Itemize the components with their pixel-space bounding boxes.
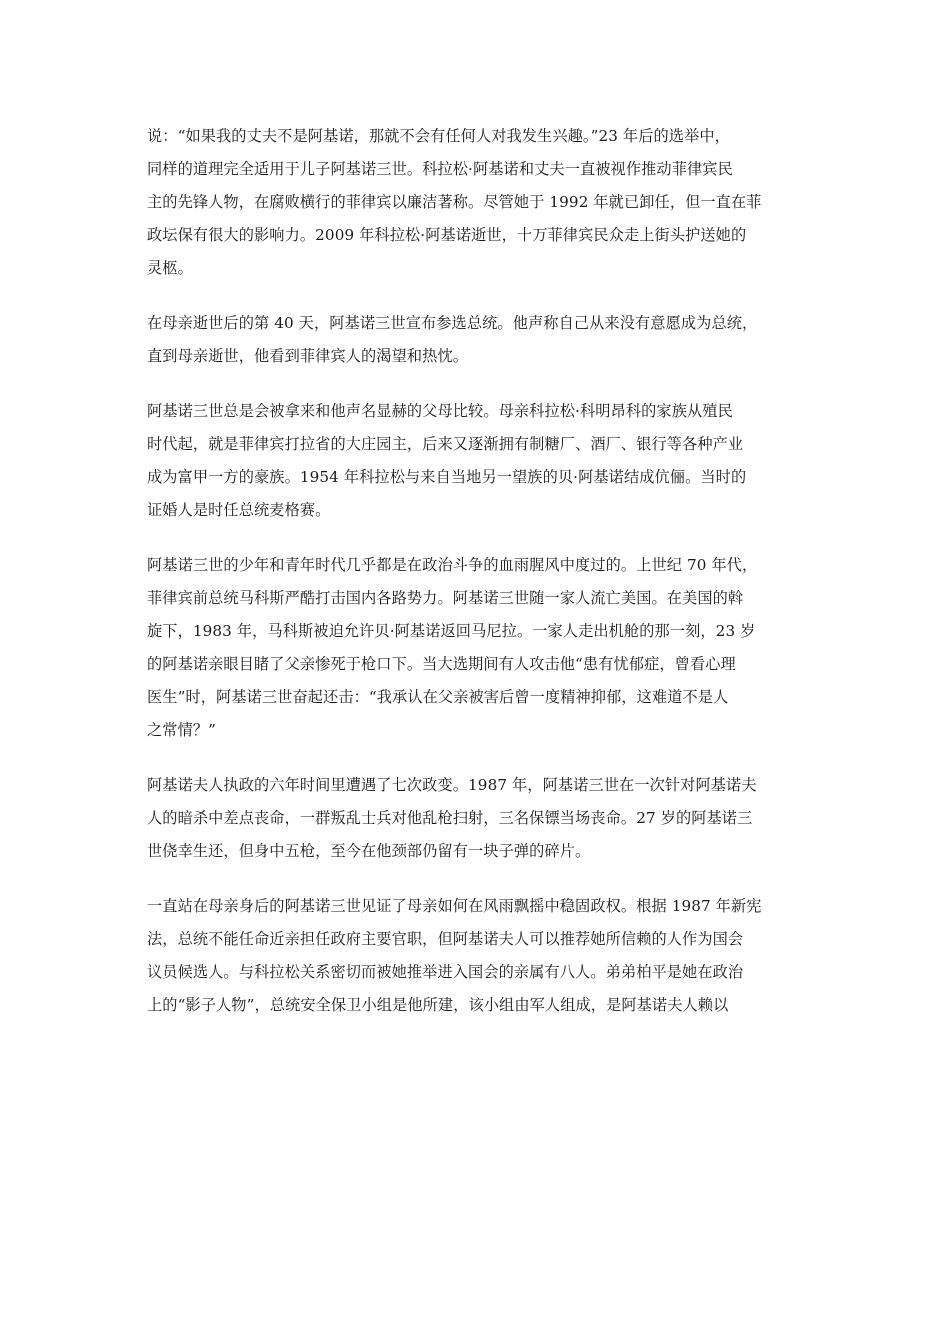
text-line: 政坛保有很大的影响力。2009 年科拉松·阿基诺逝世，十万菲律宾民众走上街头护送她的 <box>147 226 747 244</box>
text-line: 主的先锋人物，在腐败横行的菲律宾以廉洁著称。尽管她于 1992 年就已卸任，但一直在菲 <box>147 193 762 211</box>
text-line: 上的“影子人物”，总统安全保卫小组是他所建，该小组由军人组成，是阿基诺夫人赖以 <box>147 996 729 1014</box>
text-line: 的阿基诺亲眼目睹了父亲惨死于枪口下。当大选期间有人攻击他“患有忧郁症，曾看心理 <box>147 655 736 673</box>
text-line: 医生”时，阿基诺三世奋起还击：“我承认在父亲被害后曾一度精神抑郁，这难道不是人 <box>147 688 729 706</box>
paragraph-4 <box>147 549 813 747</box>
text-line: 一直站在母亲身后的阿基诺三世见证了母亲如何在风雨飘摇中稳固政权。根据 1987 年新宪 <box>147 897 762 915</box>
text-line: 时代起，就是菲律宾打拉省的大庄园主，后来又逐渐拥有制糖厂、酒厂、银行等各种产业 <box>147 435 744 453</box>
text-line: 在母亲逝世后的第 40 天，阿基诺三世宣布参选总统。他声称自己从来没有意愿成为总统， <box>147 314 758 332</box>
paragraph-5 <box>147 769 813 868</box>
text-line: 说：“如果我的丈夫不是阿基诺，那就不会有任何人对我发生兴趣。”23 年后的选举中， <box>147 127 730 145</box>
paragraph-3 <box>147 395 813 527</box>
text-line: 菲律宾前总统马科斯严酷打击国内各路势力。阿基诺三世随一家人流亡美国。在美国的斡 <box>147 589 744 607</box>
text-line: 人的暗杀中差点丧命，一群叛乱士兵对他乱枪扫射，三名保镖当场丧命。27 岁的阿基诺三 <box>147 809 753 827</box>
text-line: 之常情？” <box>147 721 217 739</box>
text-line: 议员候选人。与科拉松关系密切而被她推举进入国会的亲属有八人。弟弟柏平是她在政治 <box>147 963 744 981</box>
text-line: 灵柩。 <box>147 259 193 277</box>
text-line: 阿基诺三世总是会被拿来和他声名显赫的父母比较。母亲科拉松·科明昂科的家族从殖民 <box>147 402 733 420</box>
text-line: 世侥幸生还，但身中五枪，至今在他颈部仍留有一块子弹的碎片。 <box>147 842 591 860</box>
text-line: 直到母亲逝世，他看到菲律宾人的渴望和热忱。 <box>147 347 469 365</box>
text-line: 同样的道理完全适用于儿子阿基诺三世。科拉松·阿基诺和丈夫一直被视作推动菲律宾民 <box>147 160 733 178</box>
text-line: 阿基诺三世的少年和青年时代几乎都是在政治斗争的血雨腥风中度过的。上世纪 70 年代， <box>147 556 758 574</box>
paragraph-6 <box>147 890 813 1022</box>
paragraph-1 <box>147 120 813 285</box>
text-line: 旋下，1983 年，马科斯被迫允许贝·阿基诺返回马尼拉。一家人走出机舱的那一刻，23 岁 <box>147 622 756 640</box>
text-line: 证婚人是时任总统麦格赛。 <box>147 501 331 519</box>
paragraph-2 <box>147 307 813 373</box>
article-body <box>147 120 813 1022</box>
text-line: 阿基诺夫人执政的六年时间里遭遇了七次政变。1987 年，阿基诺三世在一次针对阿基诺夫 <box>147 776 757 794</box>
text-line: 成为富甲一方的豪族。1954 年科拉松与来自当地另一望族的贝·阿基诺结成伉俪。当时的 <box>147 468 747 486</box>
text-line: 法，总统不能任命近亲担任政府主要官职，但阿基诺夫人可以推荐她所信赖的人作为国会 <box>147 930 744 948</box>
